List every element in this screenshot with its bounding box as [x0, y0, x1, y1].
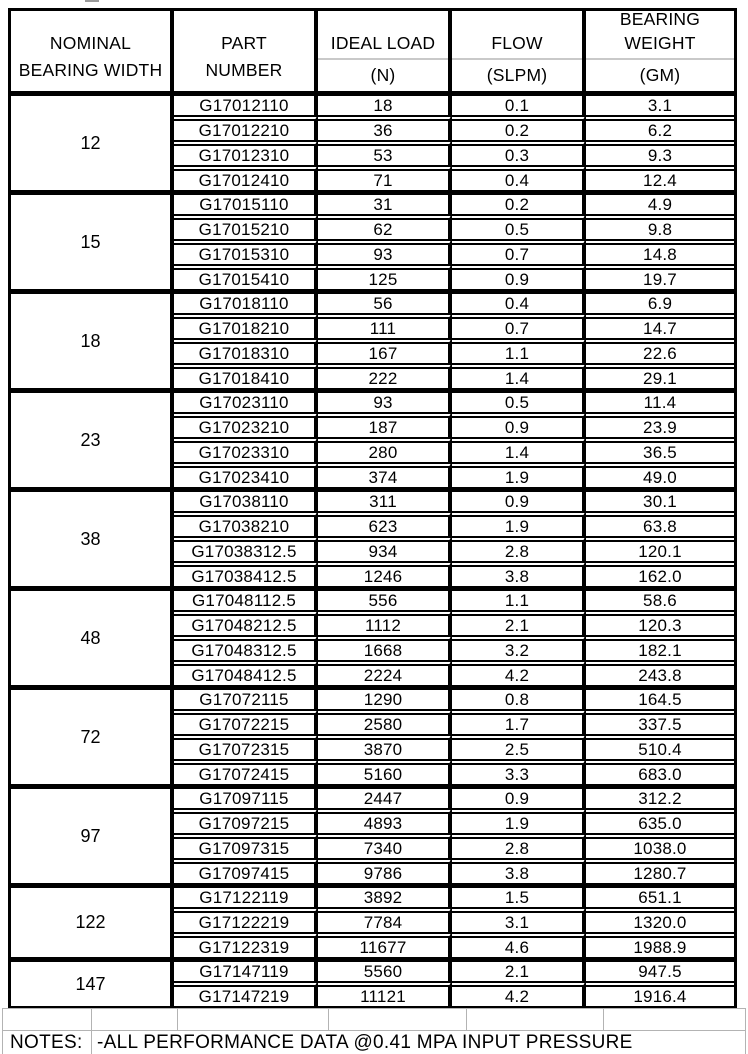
- weight-cell: 36.5: [586, 437, 734, 462]
- bearing-width-group: [11, 888, 734, 962]
- ideal-load-cell: 3892: [318, 888, 452, 907]
- flow-cell: 0.5: [452, 393, 586, 412]
- weight-cell: 312.2: [638, 789, 682, 808]
- bearing-width-group: [11, 690, 734, 789]
- ideal-load-cell: 1112: [318, 610, 452, 635]
- empty-cell: [3, 1009, 91, 1030]
- header-nominal-line2: BEARING WIDTH: [18, 60, 163, 80]
- flow-cell: 1.7: [452, 709, 586, 734]
- ideal-load-cell: 11121: [318, 981, 452, 1006]
- part-number-cell: G17097415: [174, 858, 318, 883]
- ideal-load-cell: 280: [318, 437, 452, 462]
- nominal-width-cell: 48: [11, 591, 174, 685]
- ideal-load-cell: 374: [318, 462, 452, 487]
- part-number-cell: G17072215: [174, 709, 318, 734]
- header-bearing-weight-unit: (GM): [639, 65, 681, 85]
- flow-cell: 0.9: [452, 789, 586, 808]
- table-body: [11, 96, 734, 1006]
- header-part-line1: PART: [221, 33, 267, 53]
- flow-cell: 2.8: [452, 833, 586, 858]
- ideal-load-cell: 311: [318, 492, 452, 511]
- flow-cell: 2.8: [452, 536, 586, 561]
- part-number-cell: G17038210: [174, 511, 318, 536]
- ideal-load-cell: 187: [318, 412, 452, 437]
- weight-cell: 1988.9: [586, 932, 734, 957]
- part-number-cell: G17012310: [174, 140, 318, 165]
- weight-cell: 22.6: [586, 338, 734, 363]
- ideal-load-cell: 167: [318, 338, 452, 363]
- part-number-cell: G17018210: [174, 313, 318, 338]
- nominal-width-cell: 18: [11, 294, 174, 388]
- ideal-load-cell: 556: [318, 591, 452, 610]
- weight-cell: 182.1: [586, 635, 734, 660]
- part-number-cell: G17147219: [174, 981, 318, 1006]
- header-part-line2: NUMBER: [205, 60, 283, 80]
- part-number-cell: G17012410: [174, 165, 318, 190]
- flow-cell: 1.4: [452, 363, 586, 388]
- notes-label: NOTES:: [3, 1031, 91, 1054]
- flow-cell: 1.1: [452, 591, 586, 610]
- scan-artifact: [85, 0, 99, 2]
- ideal-load-cell: 11677: [318, 932, 452, 957]
- flow-cell: 1.4: [452, 437, 586, 462]
- weight-cell: 6.2: [586, 115, 734, 140]
- ideal-load-cell: 56: [318, 294, 452, 313]
- flow-cell: 3.8: [452, 561, 586, 586]
- part-number-cell: G17015210: [174, 214, 318, 239]
- flow-cell: 0.5: [452, 214, 586, 239]
- ideal-load-cell: 5560: [318, 962, 452, 981]
- header-nominal-line1: NOMINAL: [49, 33, 132, 53]
- ideal-load-cell: 934: [318, 536, 452, 561]
- weight-cell: 11.4: [643, 393, 677, 412]
- part-number-cell: G17015110: [174, 195, 318, 214]
- weight-cell: 9.3: [586, 140, 734, 165]
- nominal-width-cell: 15: [11, 195, 174, 289]
- weight-cell: 6.9: [647, 294, 673, 313]
- empty-cell: [604, 1009, 745, 1030]
- flow-cell: 1.1: [452, 338, 586, 363]
- header-ideal-load: [318, 11, 452, 91]
- part-number-cell: G17023110: [174, 393, 318, 412]
- weight-cell: 3.1: [647, 96, 673, 115]
- header-ideal-load-unit: (N): [370, 65, 396, 85]
- part-number-cell: G17015310: [174, 239, 318, 264]
- weight-cell: 49.0: [586, 462, 734, 487]
- bearing-width-group: [11, 195, 734, 294]
- nominal-width-cell: 72: [11, 690, 174, 784]
- part-number-cell: G17038412.5: [174, 561, 318, 586]
- part-number-cell: G17018110: [174, 294, 318, 313]
- flow-cell: 3.1: [452, 907, 586, 932]
- bearing-width-group: [11, 591, 734, 690]
- ideal-load-cell: 222: [318, 363, 452, 388]
- part-number-cell: G17072315: [174, 734, 318, 759]
- part-number-cell: G17048412.5: [174, 660, 318, 685]
- weight-cell: 1038.0: [586, 833, 734, 858]
- flow-cell: 0.8: [452, 690, 586, 709]
- flow-cell: 3.3: [452, 759, 586, 784]
- flow-cell: 1.9: [452, 808, 586, 833]
- header-ideal-load-label: IDEAL LOAD: [330, 33, 436, 53]
- weight-cell: 30.1: [643, 492, 677, 511]
- bearing-width-group: [11, 294, 734, 393]
- ideal-load-cell: 31: [318, 195, 452, 214]
- weight-cell: 23.9: [586, 412, 734, 437]
- bearing-width-group: [11, 962, 734, 1006]
- ideal-load-cell: 93: [318, 393, 452, 412]
- weight-cell: 947.5: [638, 962, 682, 981]
- part-number-cell: G17097115: [174, 789, 318, 808]
- weight-cell: 162.0: [586, 561, 734, 586]
- weight-cell: 683.0: [586, 759, 734, 784]
- flow-cell: 4.2: [452, 660, 586, 685]
- part-number-cell: G17012210: [174, 115, 318, 140]
- empty-cell: [178, 1009, 328, 1030]
- header-bearing-weight-line2: WEIGHT: [624, 33, 696, 53]
- part-number-cell: G17122219: [174, 907, 318, 932]
- weight-cell: 14.8: [586, 239, 734, 264]
- flow-cell: 0.9: [452, 492, 586, 511]
- bearing-performance-table: [8, 8, 737, 1010]
- flow-cell: 2.1: [452, 610, 586, 635]
- notes-section: [2, 1008, 746, 1054]
- weight-cell: 651.1: [638, 888, 682, 907]
- flow-cell: 1.9: [452, 511, 586, 536]
- part-number-cell: G17018310: [174, 338, 318, 363]
- part-number-cell: G17048312.5: [174, 635, 318, 660]
- nominal-width-cell: 23: [11, 393, 174, 487]
- flow-cell: 0.9: [452, 264, 586, 289]
- ideal-load-cell: 623: [318, 511, 452, 536]
- bearing-width-group: [11, 492, 734, 591]
- flow-cell: 0.2: [452, 115, 586, 140]
- empty-cell: [329, 1009, 466, 1030]
- header-bearing-weight-line1: BEARING: [619, 9, 701, 29]
- part-number-cell: G17097215: [174, 808, 318, 833]
- header-nominal-bearing-width: [11, 11, 174, 91]
- ideal-load-cell: 7340: [318, 833, 452, 858]
- part-number-cell: G17072415: [174, 759, 318, 784]
- ideal-load-cell: 18: [318, 96, 452, 115]
- empty-cell: [467, 1009, 603, 1030]
- empty-cell: [92, 1009, 177, 1030]
- part-number-cell: G17048112.5: [174, 591, 318, 610]
- bearing-width-group: [11, 393, 734, 492]
- weight-cell: 58.6: [643, 591, 677, 610]
- weight-cell: 12.4: [586, 165, 734, 190]
- flow-cell: 0.4: [452, 165, 586, 190]
- part-number-cell: G17122119: [174, 888, 318, 907]
- header-flow: [452, 11, 586, 91]
- part-number-cell: G17012110: [174, 96, 318, 115]
- ideal-load-cell: 93: [318, 239, 452, 264]
- flow-cell: 1.9: [452, 462, 586, 487]
- part-number-cell: G17015410: [174, 264, 318, 289]
- weight-cell: 19.7: [586, 264, 734, 289]
- flow-cell: 0.3: [452, 140, 586, 165]
- flow-cell: 0.2: [452, 195, 586, 214]
- flow-cell: 3.2: [452, 635, 586, 660]
- flow-cell: 0.9: [452, 412, 586, 437]
- part-number-cell: G17147119: [174, 962, 318, 981]
- part-number-cell: G17048212.5: [174, 610, 318, 635]
- nominal-width-cell: 38: [11, 492, 174, 586]
- flow-cell: 4.6: [452, 932, 586, 957]
- flow-cell: 0.7: [452, 239, 586, 264]
- weight-cell: 337.5: [586, 709, 734, 734]
- ideal-load-cell: 4893: [318, 808, 452, 833]
- header-part-number: [174, 11, 318, 91]
- flow-cell: 4.2: [452, 981, 586, 1006]
- weight-cell: 1280.7: [586, 858, 734, 883]
- flow-cell: 2.1: [452, 962, 586, 981]
- flow-cell: 3.8: [452, 858, 586, 883]
- notes-text: -ALL PERFORMANCE DATA @0.41 MPA INPUT PRESSURE: [92, 1031, 745, 1054]
- ideal-load-cell: 2447: [318, 789, 452, 808]
- ideal-load-cell: 71: [318, 165, 452, 190]
- part-number-cell: G17023310: [174, 437, 318, 462]
- part-number-cell: G17038312.5: [174, 536, 318, 561]
- flow-cell: 0.4: [452, 294, 586, 313]
- header-bearing-weight: [586, 11, 734, 91]
- weight-cell: 9.8: [586, 214, 734, 239]
- weight-cell: 1916.4: [586, 981, 734, 1006]
- nominal-width-cell: 122: [11, 888, 174, 957]
- weight-cell: 243.8: [586, 660, 734, 685]
- ideal-load-cell: 1668: [318, 635, 452, 660]
- ideal-load-cell: 1290: [318, 690, 452, 709]
- header-flow-label: FLOW: [491, 33, 543, 53]
- part-number-cell: G17038110: [174, 492, 318, 511]
- part-number-cell: G17018410: [174, 363, 318, 388]
- ideal-load-cell: 3870: [318, 734, 452, 759]
- weight-cell: 164.5: [638, 690, 682, 709]
- nominal-width-cell: 147: [11, 962, 174, 1006]
- weight-cell: 1320.0: [586, 907, 734, 932]
- flow-cell: 0.7: [452, 313, 586, 338]
- ideal-load-cell: 36: [318, 115, 452, 140]
- part-number-cell: G17023210: [174, 412, 318, 437]
- ideal-load-cell: 53: [318, 140, 452, 165]
- flow-cell: 0.1: [452, 96, 586, 115]
- flow-cell: 2.5: [452, 734, 586, 759]
- part-number-cell: G17122319: [174, 932, 318, 957]
- weight-cell: 4.9: [647, 195, 673, 214]
- bearing-width-group: [11, 96, 734, 195]
- header-flow-unit: (SLPM): [486, 65, 548, 85]
- ideal-load-cell: 1246: [318, 561, 452, 586]
- ideal-load-cell: 9786: [318, 858, 452, 883]
- weight-cell: 120.1: [586, 536, 734, 561]
- weight-cell: 63.8: [586, 511, 734, 536]
- ideal-load-cell: 2224: [318, 660, 452, 685]
- weight-cell: 120.3: [586, 610, 734, 635]
- weight-cell: 14.7: [586, 313, 734, 338]
- ideal-load-cell: 62: [318, 214, 452, 239]
- weight-cell: 510.4: [586, 734, 734, 759]
- ideal-load-cell: 2580: [318, 709, 452, 734]
- part-number-cell: G17097315: [174, 833, 318, 858]
- ideal-load-cell: 111: [318, 313, 452, 338]
- flow-cell: 1.5: [452, 888, 586, 907]
- part-number-cell: G17072115: [174, 690, 318, 709]
- nominal-width-cell: 12: [11, 96, 174, 190]
- ideal-load-cell: 125: [318, 264, 452, 289]
- nominal-width-cell: 97: [11, 789, 174, 883]
- part-number-cell: G17023410: [174, 462, 318, 487]
- table-header-row: [11, 11, 734, 96]
- ideal-load-cell: 7784: [318, 907, 452, 932]
- bearing-width-group: [11, 789, 734, 888]
- ideal-load-cell: 5160: [318, 759, 452, 784]
- weight-cell: 635.0: [586, 808, 734, 833]
- weight-cell: 29.1: [586, 363, 734, 388]
